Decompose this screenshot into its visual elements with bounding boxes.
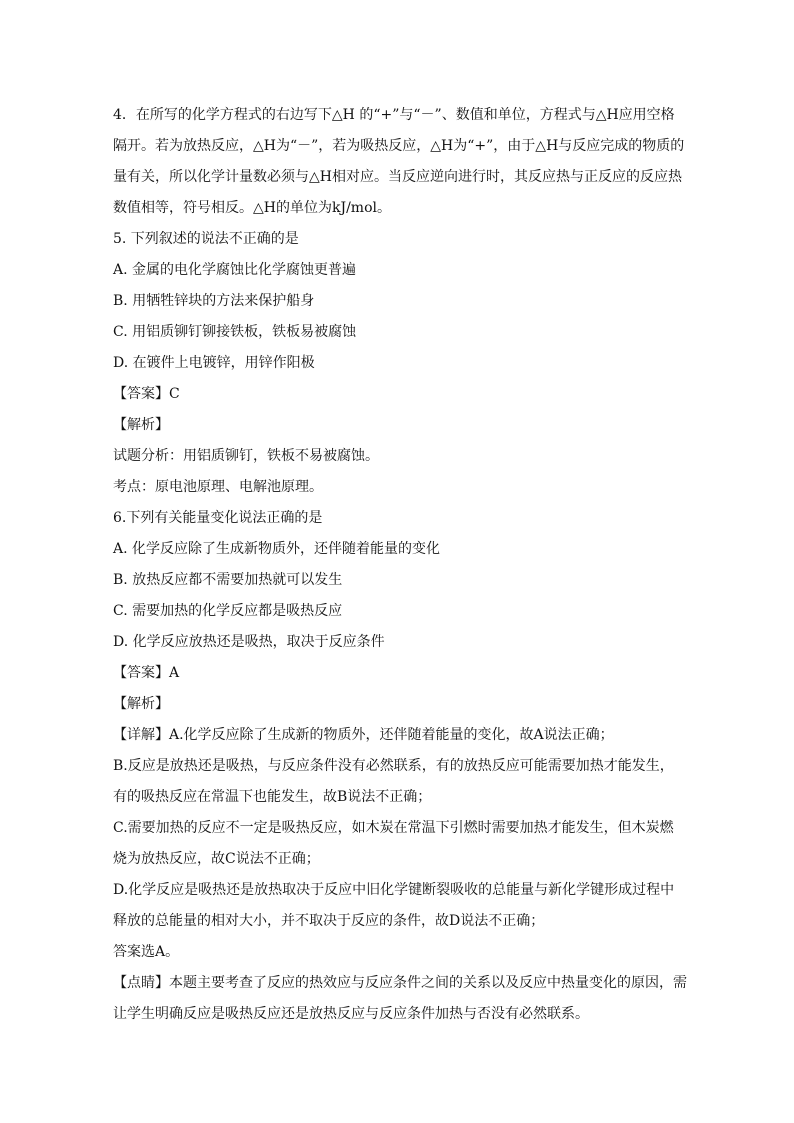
question-6-detail-a: 【详解】A.化学反应除了生成新的物质外，还伴随着能量的变化，故A说法正确；	[113, 727, 614, 743]
question-6-stem: 6.下列有关能量变化说法正确的是	[113, 510, 323, 526]
question-6-analysis-label: 【解析】	[113, 696, 169, 712]
question-5-option-d: D. 在镀件上电镀锌，用锌作阳极	[113, 355, 315, 371]
question-6-conclusion: 答案选A。	[113, 944, 180, 960]
question-6-option-a: A. 化学反应除了生成新物质外，还伴随着能量的变化	[113, 541, 441, 557]
question-6-option-d: D. 化学反应放热还是吸热，取决于反应条件	[113, 634, 385, 650]
question-6-detail-c: C.需要加热的反应不一定是吸热反应，如木炭在常温下引燃时需要加热才能发生，但木炭燃烧为放热反应，故C说法不正确；	[113, 820, 674, 867]
question-5-analysis-label: 【解析】	[113, 417, 169, 433]
question-6-option-b: B. 放热反应都不需要加热就可以发生	[113, 572, 343, 588]
question-5-answer: 【答案】C	[113, 386, 180, 402]
question-5-analysis-text: 试题分析：用铝质铆钉，铁板不易被腐蚀。	[113, 448, 379, 464]
question-6-option-c: C. 需要加热的化学反应都是吸热反应	[113, 603, 343, 619]
intro-paragraph: 4．在所写的化学方程式的右边写下△H 的“+”与“－”、数值和单位，方程式与△H应用空格隔开。若为放热反应，△H为“－”，若为吸热反应，△H为“+”，由于△H与反应完成的物质的量有关，所以化学计量数必须与△H相对应。当反应逆向进行时，其反应热与正反应的反应热数值相等，符号相反。△H的单位为kJ/mol。	[113, 107, 685, 216]
question-5-option-a: A. 金属的电化学腐蚀比化学腐蚀更普遍	[113, 262, 357, 278]
question-5-option-b: B. 用牺牲锌块的方法来保护船身	[113, 293, 315, 309]
question-6-detail-d: D.化学反应是吸热还是放热取决于反应中旧化学键断裂吸收的总能量与新化学键形成过程中释放的总能量的相对大小，并不取决于反应的条件，故D说法不正确；	[113, 882, 675, 929]
question-5-option-c: C. 用铝质铆钉铆接铁板，铁板易被腐蚀	[113, 324, 357, 340]
question-6	[113, 503, 687, 1030]
document-content	[113, 100, 687, 1030]
question-6-detail-b: B.反应是放热还是吸热，与反应条件没有必然联系，有的放热反应可能需要加热才能发生，有的吸热反应在常温下也能发生，故B说法不正确；	[113, 758, 674, 805]
question-6-answer: 【答案】A	[113, 665, 180, 681]
question-6-dianjing: 【点睛】本题主要考查了反应的热效应与反应条件之间的关系以及反应中热量变化的原因，需让学生明确反应是吸热反应还是放热反应与反应条件加热与否没有必然联系。	[113, 975, 687, 1022]
question-5-kaodian: 考点：原电池原理、电解池原理。	[113, 479, 323, 495]
question-5-stem: 5. 下列叙述的说法不正确的是	[113, 231, 299, 247]
question-5	[113, 224, 687, 503]
